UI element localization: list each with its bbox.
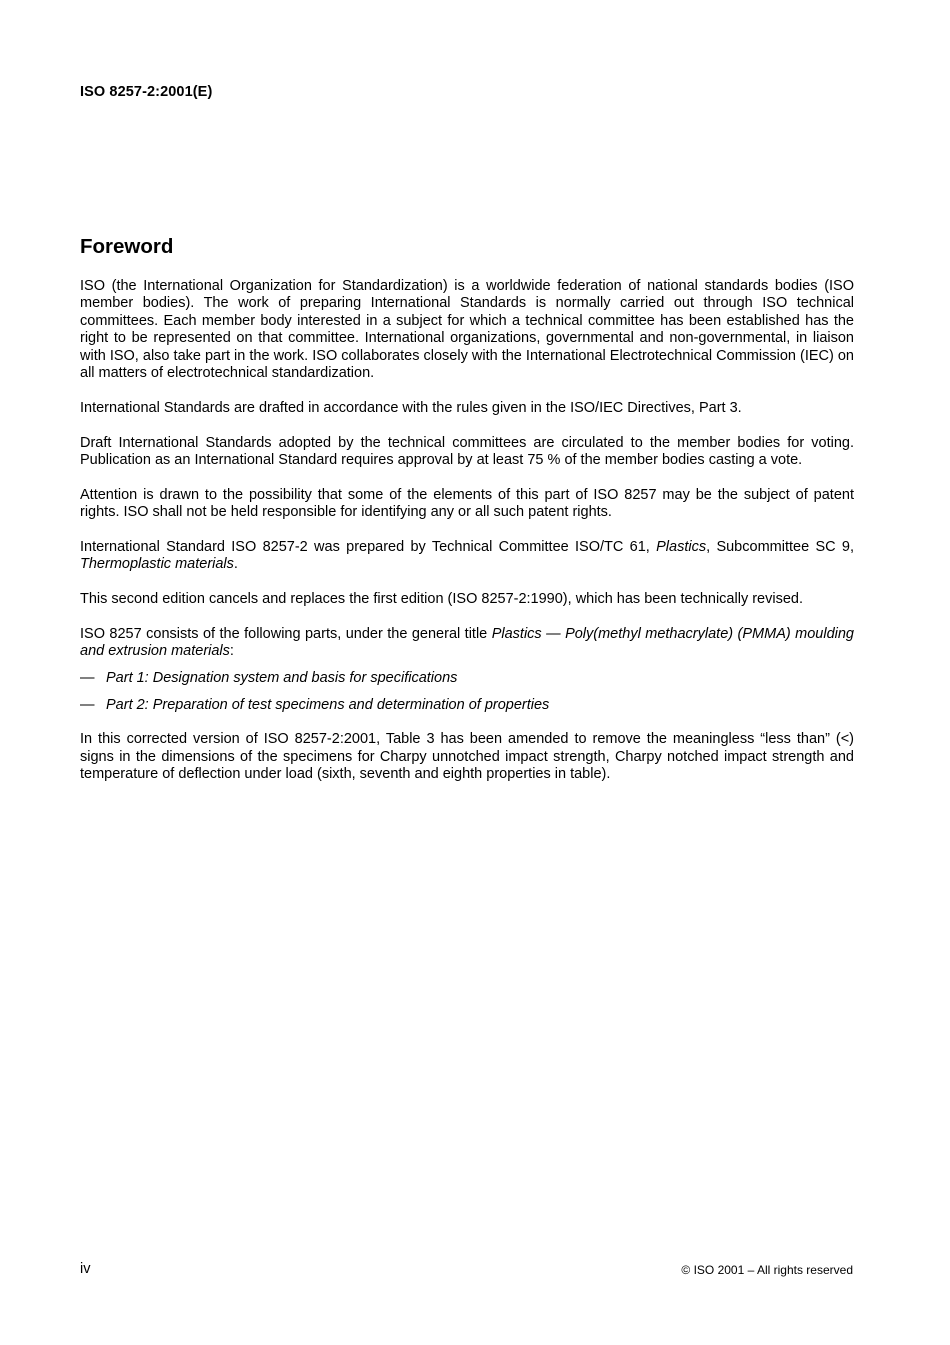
parts-list	[80, 670, 854, 714]
paragraph-edition: This second edition cancels and replaces the first edition (ISO 8257-2:1990), which has been technically revised.	[80, 591, 803, 608]
list-item	[80, 697, 854, 714]
list-dash: —	[80, 696, 95, 713]
parts-intro-suffix: :	[229, 643, 234, 660]
list-dash: —	[80, 670, 95, 687]
subcommittee-name: Thermoplastic materials	[80, 556, 234, 573]
paragraph-parts-intro	[80, 626, 854, 661]
page-number: iv	[80, 1261, 91, 1277]
paragraph-correction-note: In this corrected version of ISO 8257-2:2001, Table 3 has been amended to remove the meaningless “less than” (<) signs in the dimensions of the specimens for Charpy unnotched impact strength, Charpy notched impact strength and temperature of deflection under load (sixth, seventh and eighth properties in table).	[80, 731, 854, 783]
list-item-text: Part 1: Designation system and basis for specifications	[106, 670, 458, 687]
committee-suffix: .	[233, 556, 238, 573]
list-item-text: Part 2: Preparation of test specimens and determination of properties	[106, 696, 550, 713]
paragraph-voting: Draft International Standards adopted by the technical committees are circulated to the member bodies for voting. Publication as an International Standard requires approval by at least 75 % of the member bodies casting a vote.	[80, 434, 854, 469]
document-identifier: ISO 8257-2:2001(E)	[80, 84, 213, 100]
list-item	[80, 670, 854, 687]
section-heading: Foreword	[80, 235, 174, 258]
committee-prefix: International Standard ISO 8257-2 was prepared by Technical Committee ISO/TC 61,	[80, 539, 657, 556]
paragraph-drafting-rules: International Standards are drafted in accordance with the rules given in the ISO/IEC Directives, Part 3.	[80, 399, 742, 416]
committee-middle: , Subcommittee SC 9,	[706, 539, 854, 556]
paragraph-patent-rights: Attention is drawn to the possibility that some of the elements of this part of ISO 8257 may be the subject of patent rights. ISO shall not be held responsible for identifying any or all such patent rights.	[80, 486, 854, 521]
paragraph-iso-description: ISO (the International Organization for Standardization) is a worldwide federation of national standards bodies (ISO member bodies). The work of preparing International Standards is normally carried out through ISO technical committees. Each member body interested in a subject for which a technical committee has been established has the right to be represented on that committee. International organizations, governmental and non-governmental, in liaison with ISO, also take part in the work. ISO collaborates closely with the International Electrotechnical Commission (IEC) on all matters of electrotechnical standardization.	[80, 278, 854, 382]
committee-name: Plastics	[656, 539, 707, 556]
paragraph-committee	[80, 539, 854, 574]
general-title: Plastics — Poly(methyl methacrylate) (PMMA) moulding and extrusion materials	[80, 626, 854, 660]
parts-intro-prefix: ISO 8257 consists of the following parts, under the general title	[80, 626, 492, 643]
copyright-notice: © ISO 2001 – All rights reserved	[681, 1263, 853, 1277]
foreword-body	[80, 278, 854, 801]
